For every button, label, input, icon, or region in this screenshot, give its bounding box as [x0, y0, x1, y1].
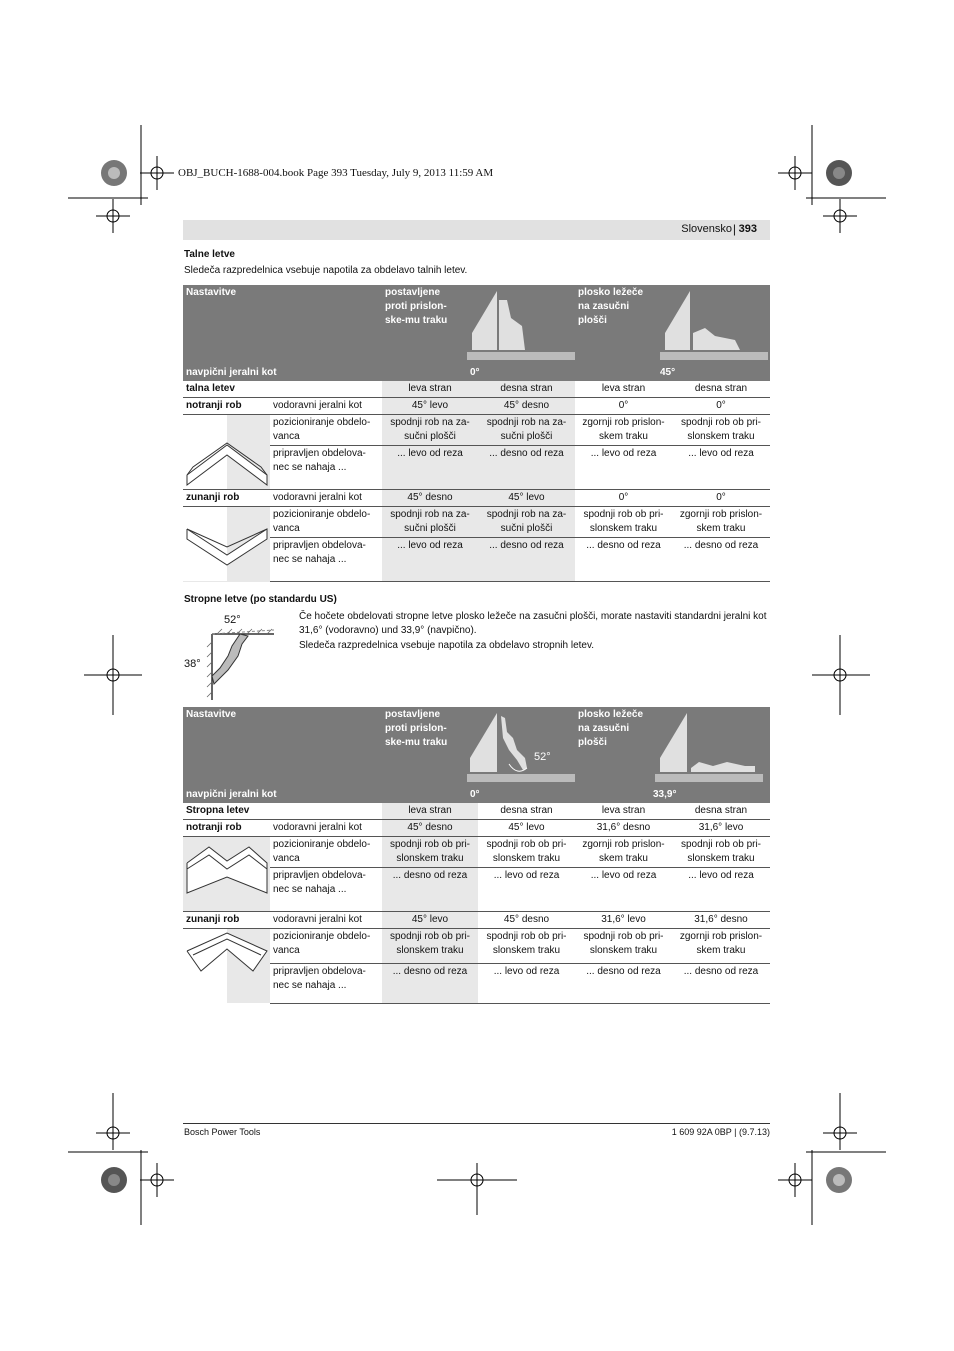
cell: 45° desno — [478, 398, 575, 415]
cell: ... levo od reza — [672, 868, 770, 912]
crown-paragraph-2: Sledeča razpredelnica vsebuje napotila za obdelavo stropnih letev. — [299, 640, 595, 651]
fence-trim-icon — [467, 288, 577, 363]
side-label: leva stran — [382, 381, 478, 398]
cell: spodnji rob na za-sučni plošči — [478, 415, 575, 446]
row-label: vodoravni jeralni kot — [270, 398, 382, 415]
cell: ... desno od reza — [575, 963, 672, 1003]
cell: 31,6° levo — [575, 912, 672, 929]
cell: spodnji rob ob pri-slonskem traku — [382, 929, 478, 964]
row-label: pozicioniranje obdelo-vanca — [270, 507, 382, 538]
header-language: Slovensko — [681, 223, 732, 235]
page-number: 393 — [738, 223, 757, 235]
flat-trim-icon — [660, 288, 770, 363]
crown-paragraph-1: Če hočete obdelovati stropne letve plosko ležeče na zasučni plošči, morate nastaviti standardni jeralni kot 31,6° (vodoravno) und 33,9° (navpično). — [299, 611, 767, 636]
cell: 31,6° levo — [672, 820, 770, 837]
row-label: vodoravni jeralni kot — [270, 820, 382, 837]
row-label: pripravljen obdelova-nec se nahaja ... — [270, 446, 382, 490]
cell: ... desno od reza — [478, 538, 575, 582]
cell: spodnji rob ob pri-slonskem traku — [478, 837, 575, 868]
group-name: zunanji rob — [183, 490, 270, 507]
cell: spodnji rob na za-sučni plošči — [382, 507, 478, 538]
cell: 0° — [575, 398, 672, 415]
cell: 45° desno — [382, 820, 478, 837]
angle-a: 0° — [382, 787, 575, 803]
cell: ... desno od reza — [672, 538, 770, 582]
cell: 45° desno — [478, 912, 575, 929]
cell: 31,6° desno — [575, 820, 672, 837]
cell: ... desno od reza — [382, 868, 478, 912]
angle-52-label: 52° — [224, 614, 241, 626]
side-label: desna stran — [694, 383, 748, 394]
cell: ... levo od reza — [478, 868, 575, 912]
group-name: notranji rob — [183, 820, 270, 837]
row-label: pozicioniranje obdelo-vanca — [270, 929, 382, 964]
cell: ... desno od reza — [478, 446, 575, 490]
side-label: desna stran — [478, 381, 575, 398]
header-col-flat: plosko ležeče na zasučni plošči — [575, 285, 770, 365]
cell: 45° levo — [478, 490, 575, 507]
header-vertical-angle: navpični jeralni kot — [183, 787, 382, 803]
cell: ... levo od reza — [672, 446, 770, 490]
section-title-floor: Talne letve — [184, 249, 235, 260]
angle-a: 0° — [382, 365, 575, 381]
cell: zgornji rob prislon-skem traku — [672, 507, 770, 538]
crown-fence-icon — [467, 710, 577, 785]
cell: ... desno od reza — [575, 538, 672, 582]
row-label: talna letev — [186, 383, 235, 394]
cell: spodnji rob ob pri-slonskem traku — [478, 929, 575, 964]
cell: ... levo od reza — [575, 868, 672, 912]
group-name: notranji rob — [183, 398, 270, 415]
outer-corner-icon — [183, 507, 270, 582]
cell: spodnji rob ob pri-slonskem traku — [575, 507, 672, 538]
cell: zgornji rob prislon-skem traku — [672, 929, 770, 964]
angle-38-label: 38° — [184, 658, 201, 670]
cell: ... desno od reza — [382, 963, 478, 1003]
side-label: leva stran — [601, 383, 646, 394]
cell: spodnji rob ob pri-slonskem traku — [575, 929, 672, 964]
side-label: leva stran — [382, 803, 478, 820]
cell: spodnji rob ob pri-slonskem traku — [672, 837, 770, 868]
row-label: pripravljen obdelova-nec se nahaja ... — [270, 868, 382, 912]
header-col-fence: postavljene proti prislon-ske-mu traku 52° — [382, 707, 575, 787]
cell: ... levo od reza — [382, 538, 478, 582]
row-label: pozicioniranje obdelo-vanca — [270, 415, 382, 446]
group-name: zunanji rob — [183, 912, 270, 929]
cell: 0° — [672, 490, 770, 507]
header-settings: Nastavitve — [183, 707, 382, 787]
inner-corner-icon — [183, 415, 270, 490]
section-intro-floor: Sledeča razpredelnica vsebuje napotila za obdelavo talnih letev. — [184, 265, 468, 276]
crown-inner-corner-icon — [183, 837, 270, 912]
cell: ... levo od reza — [575, 446, 672, 490]
cell: ... levo od reza — [382, 446, 478, 490]
section-title-crown: Stropne letve (po standardu US) — [184, 594, 337, 605]
row-label: vodoravni jeralni kot — [270, 490, 382, 507]
row-label: Stropna letev — [186, 805, 250, 816]
crown-trim-table — [183, 707, 770, 1004]
cell: zgornji rob prislon-skem traku — [575, 415, 672, 446]
side-label: leva stran — [601, 805, 646, 816]
page-header — [183, 220, 770, 240]
cell: 45° desno — [382, 490, 478, 507]
header-settings: Nastavitve — [183, 285, 382, 365]
angle-b: 45° — [575, 365, 770, 381]
footer-right: 1 609 92A 0BP | (9.7.13) — [671, 1127, 770, 1137]
footer-left: Bosch Power Tools — [184, 1127, 261, 1137]
header-col-flat: plosko ležeče na zasučni plošči — [575, 707, 770, 787]
footer-rule — [183, 1123, 770, 1124]
cell: spodnji rob ob pri-slonskem traku — [672, 415, 770, 446]
cell: 31,6° desno — [672, 912, 770, 929]
cell: 0° — [575, 490, 672, 507]
row-label: pripravljen obdelova-nec se nahaja ... — [270, 963, 382, 1003]
side-label: desna stran — [500, 805, 553, 816]
crown-outer-corner-icon — [183, 929, 270, 1004]
header-vertical-angle: navpični jeralni kot — [183, 365, 382, 381]
crown-flat-icon — [655, 710, 765, 785]
floor-trim-table — [183, 285, 770, 582]
cell: spodnji rob na za-sučni plošči — [478, 507, 575, 538]
header-col-fence: postavljene proti prislon-ske-mu traku — [382, 285, 575, 365]
cell: zgornji rob prislon-skem traku — [575, 837, 672, 868]
cell: 45° levo — [382, 398, 478, 415]
cell: 0° — [672, 398, 770, 415]
cell: spodnji rob na za-sučni plošči — [382, 415, 478, 446]
cell: ... desno od reza — [672, 963, 770, 1003]
row-label: vodoravni jeralni kot — [270, 912, 382, 929]
cell: 45° levo — [478, 820, 575, 837]
side-label: desna stran — [694, 805, 748, 816]
cell: ... levo od reza — [478, 963, 575, 1003]
cell: spodnji rob ob pri-slonskem traku — [382, 837, 478, 868]
angle-b: 33,9° — [575, 787, 770, 803]
print-line: OBJ_BUCH-1688-004.book Page 393 Tuesday, July 9, 2013 11:59 AM — [178, 167, 494, 179]
img-angle-label: 52° — [534, 751, 551, 763]
row-label: pozicioniranje obdelo-vanca — [270, 837, 382, 868]
row-label: pripravljen obdelova-nec se nahaja ... — [270, 538, 382, 582]
cell: 45° levo — [382, 912, 478, 929]
header-separator: | — [732, 222, 736, 236]
